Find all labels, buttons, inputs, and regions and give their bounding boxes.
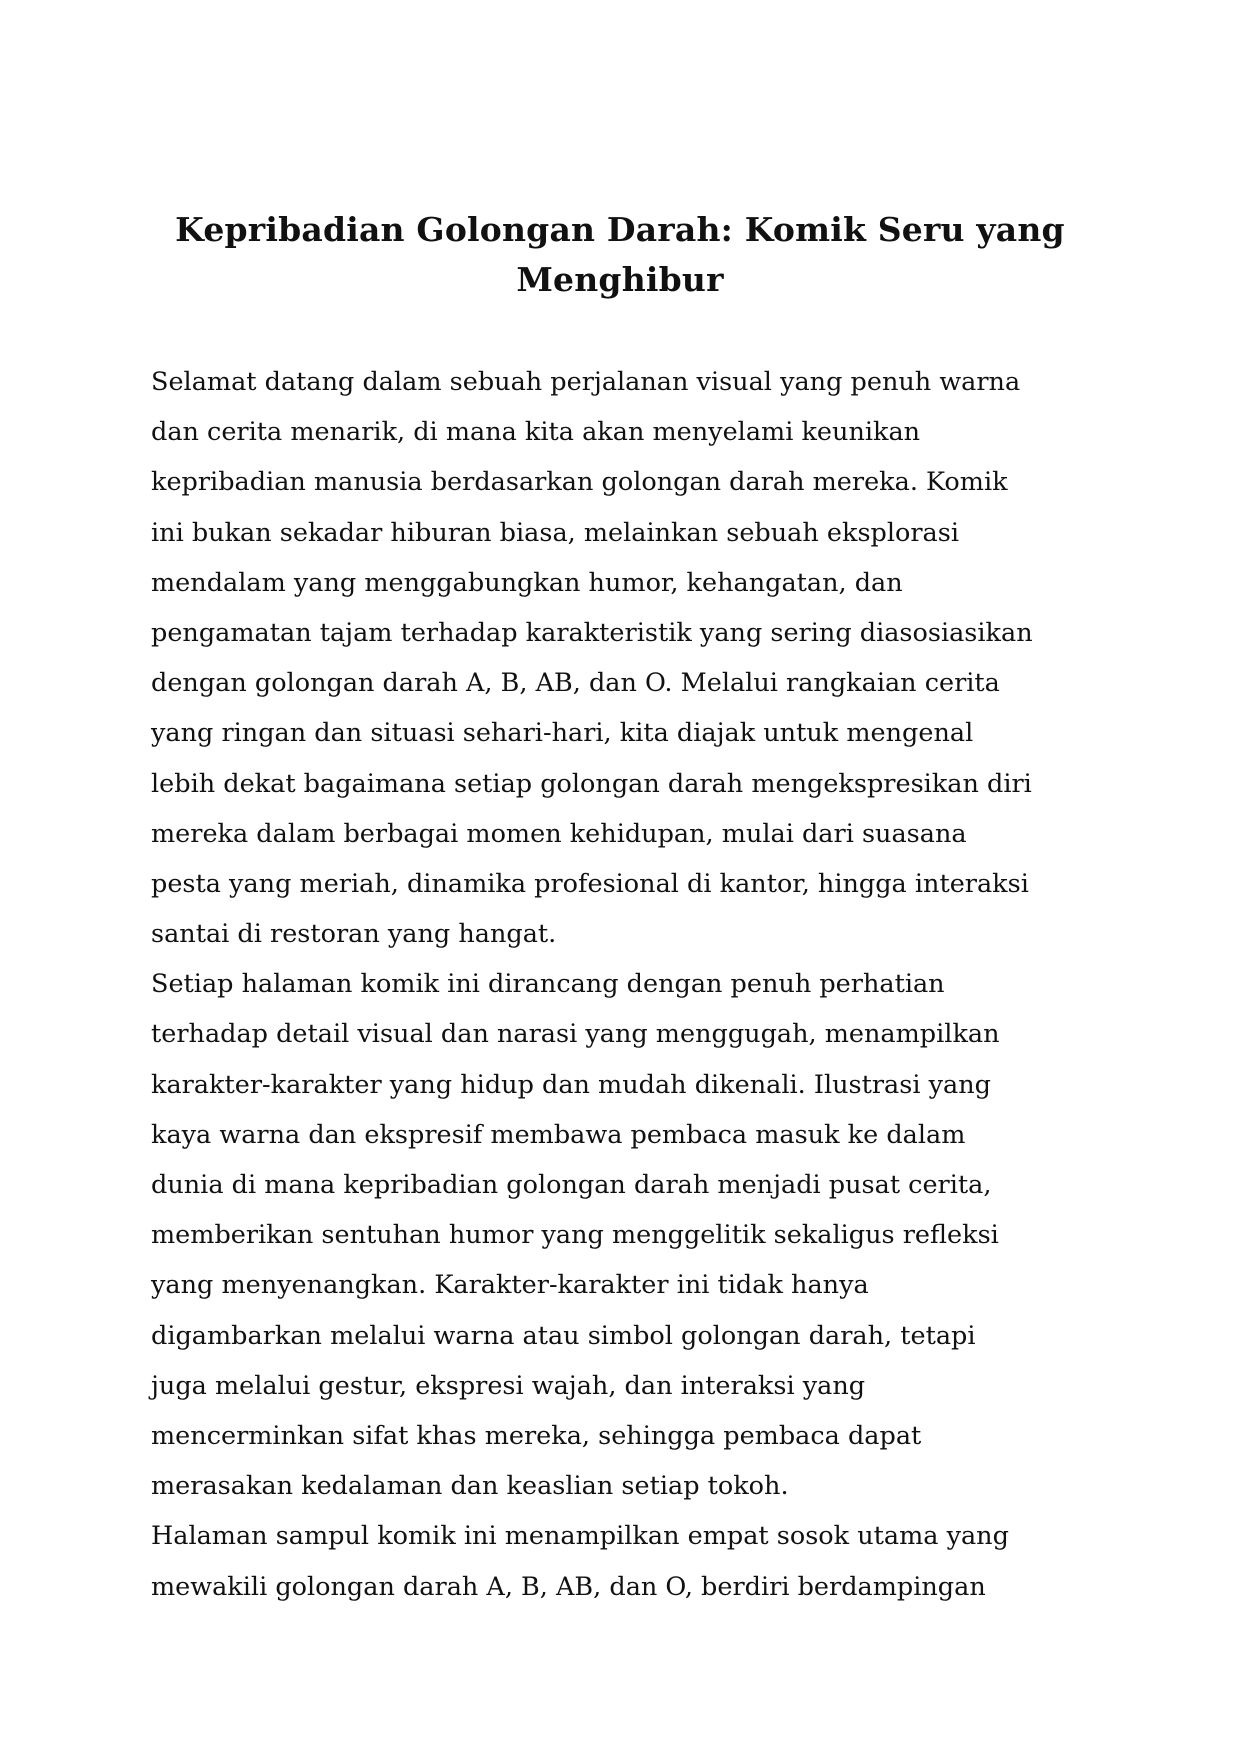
text-line: mencerminkan sifat khas mereka, sehingga pembaca dapat <box>151 1420 922 1451</box>
text-line: pengamatan tajam terhadap karakteristik yang sering diasosiasikan <box>151 617 1033 648</box>
document-title <box>150 204 1090 304</box>
text-line: mewakili golongan darah A, B, AB, dan O, berdiri berdampingan <box>151 1571 986 1602</box>
text-line: kepribadian manusia berdasarkan golongan darah mereka. Komik <box>151 467 1008 498</box>
text-line: terhadap detail visual dan narasi yang menggugah, menampilkan <box>151 1019 1000 1050</box>
text-line: Selamat datang dalam sebuah perjalanan visual yang penuh warna <box>151 367 1021 397</box>
text-line: yang menyenangkan. Karakter-karakter ini tidak hanya <box>151 1270 869 1301</box>
text-line: karakter-karakter yang hidup dan mudah dikenali. Ilustrasi yang <box>151 1069 991 1100</box>
paragraph-2 <box>151 959 1101 1511</box>
title-line: Kepribadian Golongan Darah: Komik Seru yang <box>175 210 1065 249</box>
text-line: mereka dalam berbagai momen kehidupan, mulai dari suasana <box>151 818 967 849</box>
text-line: merasakan kedalaman dan keaslian setiap tokoh. <box>151 1471 789 1502</box>
text-line: kaya warna dan ekspresif membawa pembaca masuk ke dalam <box>151 1119 966 1150</box>
paragraph-3 <box>151 1511 1101 1611</box>
text-line: dengan golongan darah A, B, AB, dan O. Melalui rangkaian cerita <box>151 668 1000 699</box>
text-line: juga melalui gestur, ekspresi wajah, dan interaksi yang <box>151 1370 866 1401</box>
text-line: Halaman sampul komik ini menampilkan empat sosok utama yang <box>151 1521 1009 1552</box>
text-line: dan cerita menarik, di mana kita akan menyelami keunikan <box>151 417 921 448</box>
text-line: mendalam yang menggabungkan humor, kehangatan, dan <box>151 567 903 598</box>
text-line: lebih dekat bagaimana setiap golongan darah mengekspresikan diri <box>151 768 1032 799</box>
paragraph-1 <box>151 357 1101 959</box>
text-line: dunia di mana kepribadian golongan darah menjadi pusat cerita, <box>151 1170 992 1200</box>
text-line: pesta yang meriah, dinamika profesional di kantor, hingga interaksi <box>151 868 1029 899</box>
text-line: ini bukan sekadar hiburan biasa, melainkan sebuah eksplorasi <box>151 517 959 548</box>
text-line: santai di restoran yang hangat. <box>151 919 557 950</box>
title-line: Menghibur <box>516 260 724 300</box>
document-body <box>151 357 1101 1612</box>
text-line: yang ringan dan situasi sehari-hari, kita diajak untuk mengenal <box>151 718 974 749</box>
text-line: Setiap halaman komik ini dirancang dengan penuh perhatian <box>151 969 945 1000</box>
text-line: memberikan sentuhan humor yang menggelitik sekaligus refleksi <box>151 1220 999 1251</box>
text-line: digambarkan melalui warna atau simbol golongan darah, tetapi <box>151 1320 976 1351</box>
